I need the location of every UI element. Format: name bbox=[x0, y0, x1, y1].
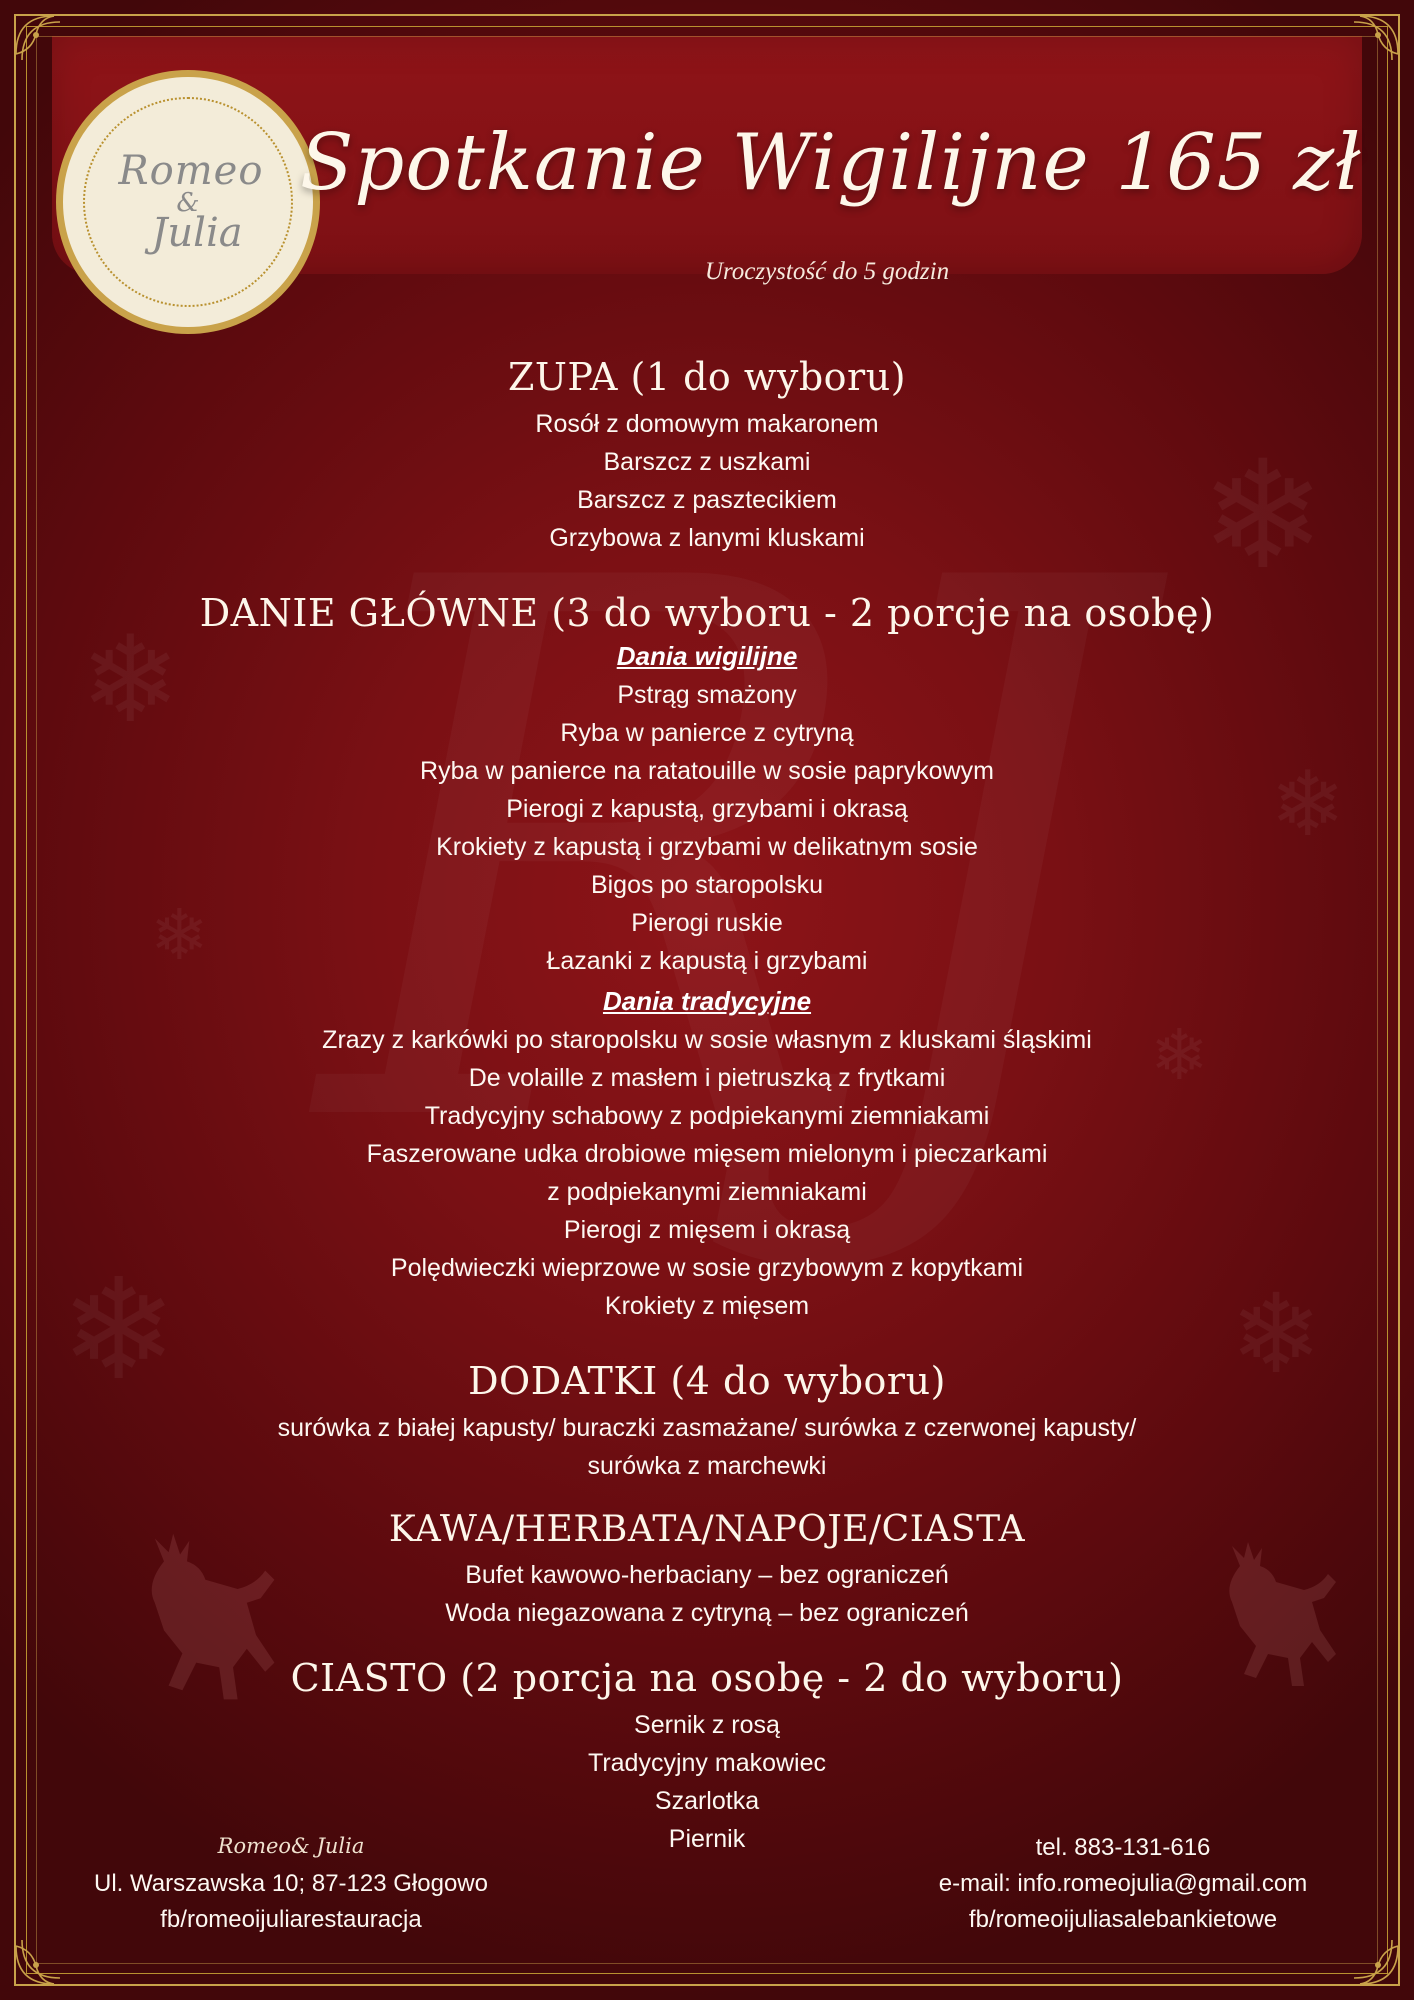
menu-item: Pierogi z kapustą, grzybami i okrasą bbox=[506, 795, 908, 823]
menu-item: Piernik bbox=[668, 1825, 746, 1853]
menu-item: Ryba w panierce na ratatouille w sosie paprykowym bbox=[420, 757, 994, 785]
spacer bbox=[60, 1632, 1354, 1656]
footer-right bbox=[887, 1830, 1359, 1938]
footer bbox=[55, 1828, 1359, 1938]
menu-item: Tradycyjny schabowy z podpiekanymi ziemniakami bbox=[424, 1102, 990, 1130]
logo-badge bbox=[56, 70, 320, 334]
snowflake-icon: ❄ bbox=[1200, 431, 1326, 599]
logo-inner bbox=[83, 97, 293, 307]
menu-item: z podpiekanymi ziemniakami bbox=[547, 1178, 867, 1206]
logo-julia-text: Julia bbox=[151, 210, 243, 256]
snowflake-icon: ❄ bbox=[60, 1251, 178, 1408]
menu-item: De volaille z masłem i pietruszką z frytkami bbox=[468, 1064, 946, 1092]
menu-item: Polędwieczki wieprzowe w sosie grzybowym z kopytkami bbox=[390, 1254, 1024, 1282]
section-title-kawa: KAWA/HERBATA/NAPOJE/CIASTA bbox=[388, 1509, 1026, 1550]
snowflake-icon: ❄ bbox=[1230, 1273, 1323, 1396]
spacer bbox=[60, 1325, 1354, 1359]
logo-romeo-text: Romeo bbox=[118, 148, 264, 194]
spacer bbox=[60, 1485, 1354, 1509]
footer-email[interactable]: e-mail: info.romeojulia@gmail.com bbox=[938, 1870, 1308, 1897]
menu-item: Szarlotka bbox=[654, 1787, 760, 1815]
menu-item: Ryba w panierce z cytryną bbox=[560, 719, 854, 747]
snowflake-icon: ❄ bbox=[150, 896, 209, 974]
menu-item: Pierogi ruskie bbox=[631, 909, 783, 937]
page-title: Spotkanie Wigilijne 165 zł bbox=[300, 118, 1362, 208]
menu-item: Pstrąg smażony bbox=[617, 681, 797, 709]
footer-address: Ul. Warszawska 10; 87-123 Głogowo bbox=[94, 1870, 488, 1897]
page-subtitle: Uroczystość do 5 godzin bbox=[704, 258, 950, 285]
spacer bbox=[60, 557, 1354, 591]
subsection-title-dania-tradycyjne: Dania tradycyjne bbox=[602, 986, 812, 1016]
menu-item: Grzybowa z lanymi kluskami bbox=[549, 524, 865, 552]
menu-item: Łazanki z kapustą i grzybami bbox=[546, 947, 868, 975]
snowflake-icon: ❄ bbox=[1150, 1016, 1209, 1094]
subsection-title-dania-wigilijne: Dania wigilijne bbox=[616, 641, 798, 671]
menu-item: Rosół z domowym makaronem bbox=[535, 410, 879, 438]
section-title-dodatki: DODATKI (4 do wyboru) bbox=[468, 1359, 946, 1403]
section-title-danie-glowne: DANIE GŁÓWNE (3 do wyboru - 2 porcje na osobę) bbox=[199, 591, 1215, 635]
menu-item: Faszerowane udka drobiowe mięsem mielonym i pieczarkami bbox=[366, 1140, 1048, 1168]
menu-item: Bufet kawowo-herbaciany – bez ograniczeń bbox=[465, 1561, 949, 1589]
menu-item: surówka z białej kapusty/ buraczki zasmażane/ surówka z czerwonej kapusty/ bbox=[277, 1414, 1137, 1442]
menu-item: Sernik z rosą bbox=[634, 1711, 780, 1739]
snowflake-icon: ❄ bbox=[1270, 755, 1346, 855]
menu-item: Tradycyjny makowiec bbox=[587, 1749, 827, 1777]
menu-item: Bigos po staropolsku bbox=[590, 871, 824, 899]
menu-item: Woda niegazowana z cytryną – bez ograniczeń bbox=[445, 1599, 969, 1627]
section-title-ciasto: CIASTO (2 porcja na osobę - 2 do wyboru) bbox=[290, 1656, 1124, 1700]
menu-item: Pierogi z mięsem i okrasą bbox=[563, 1216, 851, 1244]
menu-content bbox=[60, 355, 1354, 1858]
menu-item: Krokiety z mięsem bbox=[604, 1292, 810, 1320]
menu-item: Barszcz z uszkami bbox=[603, 448, 811, 476]
menu-item: Zrazy z karkówki po staropolsku w sosie własnym z kluskami śląskimi bbox=[322, 1026, 1092, 1054]
footer-brand: Romeo& Julia bbox=[217, 1834, 365, 1858]
section-title-zupa: ZUPA (1 do wyboru) bbox=[507, 355, 907, 399]
logo-ampersand: & bbox=[176, 188, 200, 218]
menu-item: surówka z marchewki bbox=[587, 1452, 827, 1480]
menu-item: Krokiety z kapustą i grzybami w delikatnym sosie bbox=[436, 833, 978, 861]
footer-phone[interactable]: tel. 883-131-616 bbox=[1035, 1834, 1211, 1861]
footer-facebook-banquet[interactable]: fb/romeoijuliasalebankietowe bbox=[968, 1906, 1278, 1933]
footer-left bbox=[55, 1828, 527, 1938]
footer-facebook-restaurant[interactable]: fb/romeoijuliarestauracja bbox=[160, 1906, 422, 1933]
snowflake-icon: ❄ bbox=[80, 613, 181, 747]
menu-item: Barszcz z pasztecikiem bbox=[577, 486, 837, 514]
